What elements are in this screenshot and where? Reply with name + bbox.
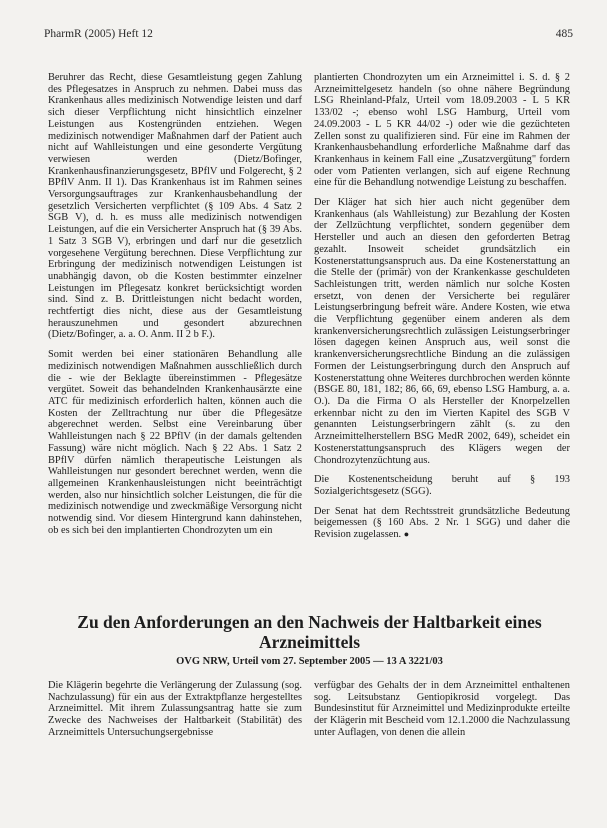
- left-column: [48, 72, 302, 536]
- paragraph: Die Kostenentscheidung beruht auf § 193 Sozialgerichtsgesetz (SGG).: [314, 474, 570, 497]
- article-left-column: [48, 680, 302, 739]
- court-citation: OVG NRW, Urteil vom 27. September 2005 — 13 A 3221/03: [176, 656, 443, 667]
- page-number: 485: [555, 28, 573, 40]
- end-of-article-mark: ●: [403, 529, 410, 540]
- paragraph: Der Kläger hat sich hier auch nicht gegenüber dem Krankenhaus (als Wahlleistung) zur Bezahlung der Kosten der Zellzüchtung verpflichtet, sondern gegenüber dem Hersteller und auch an diesen den geforderten Betrag gezahlt. Insoweit scheidet grundsätzlich ein Kostenerstattungsanspruch aus. Da eine Kostenerstattung an die Stelle der (primär) von der Krankenkasse geschuldeten Sachleistungen tritt, werden nämlich nur solche Kosten ersetzt, von denen der Versicherte bei regulärer Leistungserbringung befreit wäre. Andere Kosten, wie etwa die Verpflichtung gegenüber einem anderen als dem krankenversicherungsrechtlich zulässigen Leistungserbringer lösen dagegen keinen Anspruch aus, weil sonst die krankenversicherungsrechtliche Bindung an die zulässigen Formen der Leistungserbringung durch den Anspruch auf Kostenerstattung ohne Weiteres durchbrochen werden könnte (BSGE 80, 181, 182; 86, 66, 69, ebenso LSG Hamburg, a. a. O.). Da die Firma O als Hersteller der Knorpelzellen erkennbar nicht zu den im Vierten Kapitel des SGB V genannten Leistungserbringern zählt (s. zu den Arzneimittelherstellern BSG MedR 2002, 649), scheidet ein Kostenerstattungsanspruch des Klägers wegen der Chondrozytenzüchtung aus.: [314, 197, 570, 466]
- paragraph: Beruhrer das Recht, diese Gesamtleistung gegen Zahlung des Pflegesatzes in Anspruch zu nehmen. Dabei muss das Krankenhaus alles medizinisch Notwendige leisten und darf sich dieser Verpflichtung nicht hinsichtlich einzelner Leistungen aus Kostengründen entziehen. Wegen medizinisch notwendiger Maßnahmen darf der Patient auch nicht auf Wahlleistungen und eine gesonderte Vergütung verwiesen werden (Dietz/Bofinger, Krankenhausfinanzierungsgesetz, BPflV und Folgerecht, § 2 BPflV Anm. II 1). Das Krankenhaus ist im Rahmen seines Versorgungsauftrages zur Krankenhausbehandlung der gesetzlich Versicherten verpflichtet (§ 109 Abs. 4 Satz 2 SGB V), d. h. es muss alle medizinisch notwendigen Leistungen, auf die ein Versicherter Anspruch hat (§ 39 Abs. 1 Satz 3 SGB V), erbringen und darf nur die gesetzlich vorgesehene Vergütung berechnen. Diese Verpflichtung zur Erbringung der medizinisch notwendigen Leistungen ist unabhängig davon, ob die Kosten bestimmter einzelner Leistungen im Pflegesatz konkret berücksichtigt worden sind. Sind z. B. Drittleistungen nicht bedacht worden, rechtfertigt dies nicht, diese aus der Gesamtleistung herauszunehmen und gesondert abzurechnen (Dietz/Bofinger, a. a. O. Anm. II 2 b F.).: [48, 72, 302, 341]
- running-header: [44, 28, 573, 44]
- paragraph: [314, 506, 570, 541]
- paragraph: Die Klägerin begehrte die Verlängerung der Zulassung (sog. Nachzulassung) für ein aus der Extraktpflanze hergestelltes Arzneimittel. Mit ihrem Zulassungsantrag hatte sie zum Zwecke des Nachweises der Haltbarkeit (Stabilität) des Arzneimittels Untersuchungsergebnisse: [48, 680, 302, 738]
- article-title: Zu den Anforderungen an den Nachweis der Haltbarkeit eines Arzneimittels: [77, 612, 542, 652]
- article-right-column: [314, 680, 570, 739]
- right-column: [314, 72, 570, 541]
- paragraph-text: Der Senat hat dem Rechtsstreit grundsätzliche Bedeutung beigemessen (§ 160 Abs. 2 Nr. 1 SGG) und daher die Revision zugelassen.: [314, 505, 570, 541]
- paragraph: verfügbar des Gehalts der in dem Arzneimittel enthaltenen sog. Leitsubstanz Gentiopikrosid vorgelegt. Das Bundesinstitut für Arzneimittel und Medizinprodukte erteilte der Klägerin mit Bescheid vom 12.1.2000 die Nachzulassung unter Auflagen, von denen die allein: [314, 680, 570, 738]
- paragraph: Somit werden bei einer stationären Behandlung alle medizinisch notwendigen Maßnahmen ausschließlich durch die - wie der Beklagte übereinstimmen - Pflegesätze vergütet. Soweit das behandelnden Krankenhausärzte eine ATC für medizinisch erforderlich halten, können auch die Kosten der Zelltrachtung nur über die Pflegesätze abgerechnet werden. Selbst eine Vereinbarung über Wahlleistungen nach § 22 BPflV (in der damals geltenden Fassung) wäre nicht möglich. Nach § 22 Abs. 1 Satz 2 BPflV dürfen nämlich therapeutische Leistungen als Wahlleistungen nur gesondert berechnet werden, wenn die allgemeinen Krankenhausleistungen nicht beeinträchtigt werden, also nur hinsichtlich solcher Leistungen, die für die medizinisch notwendige und zweckmäßige Versorgung nicht notwendig sind. Vor diesem Hintergrund kann dahinstehen, ob es sich bei den implantierten Chondrozyten um ein: [48, 349, 302, 536]
- journal-reference: PharmR (2005) Heft 12: [44, 28, 153, 40]
- paragraph: plantierten Chondrozyten um ein Arzneimittel i. S. d. § 2 Arzneimittelgesetz handeln (so ohne nähere Begründung LSG Rheinland-Pfalz, Urteil vom 18.09.2003 - L 5 KR 133/02 -; ebenso wohl LSG Hamburg, Urteil vom 24.09.2003 - L 5 KR 44/02 -) oder wie die gezüchteten Zellen sonst zu qualifizieren sind. Für eine im Rahmen der Krankenhausbehandlung erforderliche Maßnahme darf das Krankenhaus in keinem Fall eine „Zusatzvergütung" fordern oder vom Patienten verlangen, sich auf eigene Rechnung eine für die Behandlung notwendige Leistung zu beschaffen.: [314, 72, 570, 189]
